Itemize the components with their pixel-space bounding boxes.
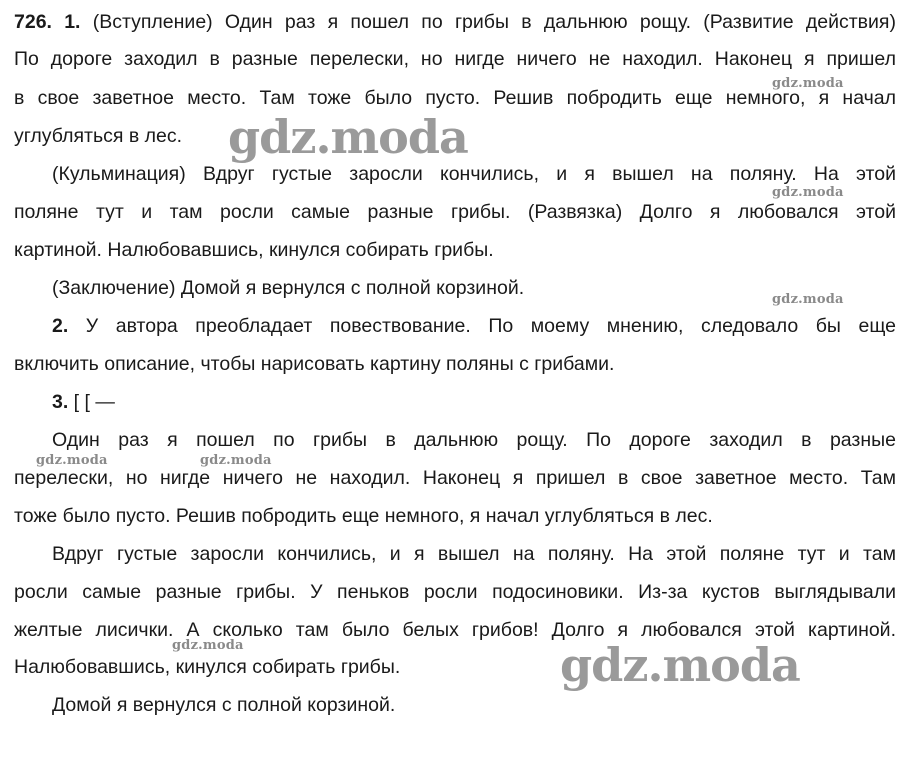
paragraph-line: включить описание, чтобы нарисовать картину поляны с грибами. [14,353,615,375]
line-text: (Вступление) Один раз я пошел по грибы в дальнюю рощу. (Развитие действия) [80,11,896,33]
paragraph-line: По дороге заходил в разные перелески, но нигде ничего не находил. Наконец я пришел [14,48,896,70]
paragraph-line: поляне тут и там росли самые разные грибы. (Развязка) Долго я любовался этой [14,201,896,223]
watermark-large: gdz.moda [228,110,468,164]
paragraph-line: углубляться в лес. [14,125,182,147]
paragraph-line: (Заключение) Домой я вернулся с полной корзиной. [52,277,525,299]
watermark-small: gdz.moda [172,638,244,653]
paragraph-line: Вдруг густые заросли кончились, и я вышел на поляну. На этой поляне тут и там [52,543,896,565]
exercise-number: 726. 1. [14,11,81,33]
paragraph-line: (Кульминация) Вдруг густые заросли кончились, и я вышел на поляну. На этой [52,163,896,185]
watermark-small: gdz.moda [772,292,844,307]
watermark-small: gdz.moda [772,185,844,200]
exercise-number: 3. [52,391,69,413]
watermark-small: gdz.moda [36,453,108,468]
paragraph-line: в свое заветное место. Там тоже было пусто. Решив побродить еще немного, я начал [14,87,896,109]
paragraph-line: перелески, но нигде ничего не находил. Наконец я пришел в свое заветное место. Там [14,467,896,489]
watermark-small: gdz.moda [772,76,844,91]
paragraph-line: Налюбовавшись, кинулся собирать грибы. [14,656,401,678]
paragraph-line: желтые лисички. А сколько там было белых грибов! Долго я любовался этой картиной. [14,619,896,641]
watermark-small: gdz.moda [200,453,272,468]
paragraph-line [52,314,896,338]
paragraph-line: Один раз я пошел по грибы в дальнюю рощу. По дороге заходил в разные [52,429,896,451]
line-text: [ [ — [68,391,115,413]
line-text: У автора преобладает повествование. По моему мнению, следовало бы еще [68,315,896,337]
paragraph-line: росли самые разные грибы. У пеньков росли подосиновики. Из-за кустов выглядывали [14,581,896,603]
exercise-number: 2. [52,315,69,337]
paragraph-line: Домой я вернулся с полной корзиной. [52,694,396,716]
paragraph-line: картиной. Налюбовавшись, кинулся собирать грибы. [14,239,494,261]
paragraph-line: тоже было пусто. Решив побродить еще немного, я начал углубляться в лес. [14,505,713,527]
paragraph-line [52,390,896,414]
watermark-large: gdz.moda [560,638,800,692]
paragraph-line [14,10,896,34]
